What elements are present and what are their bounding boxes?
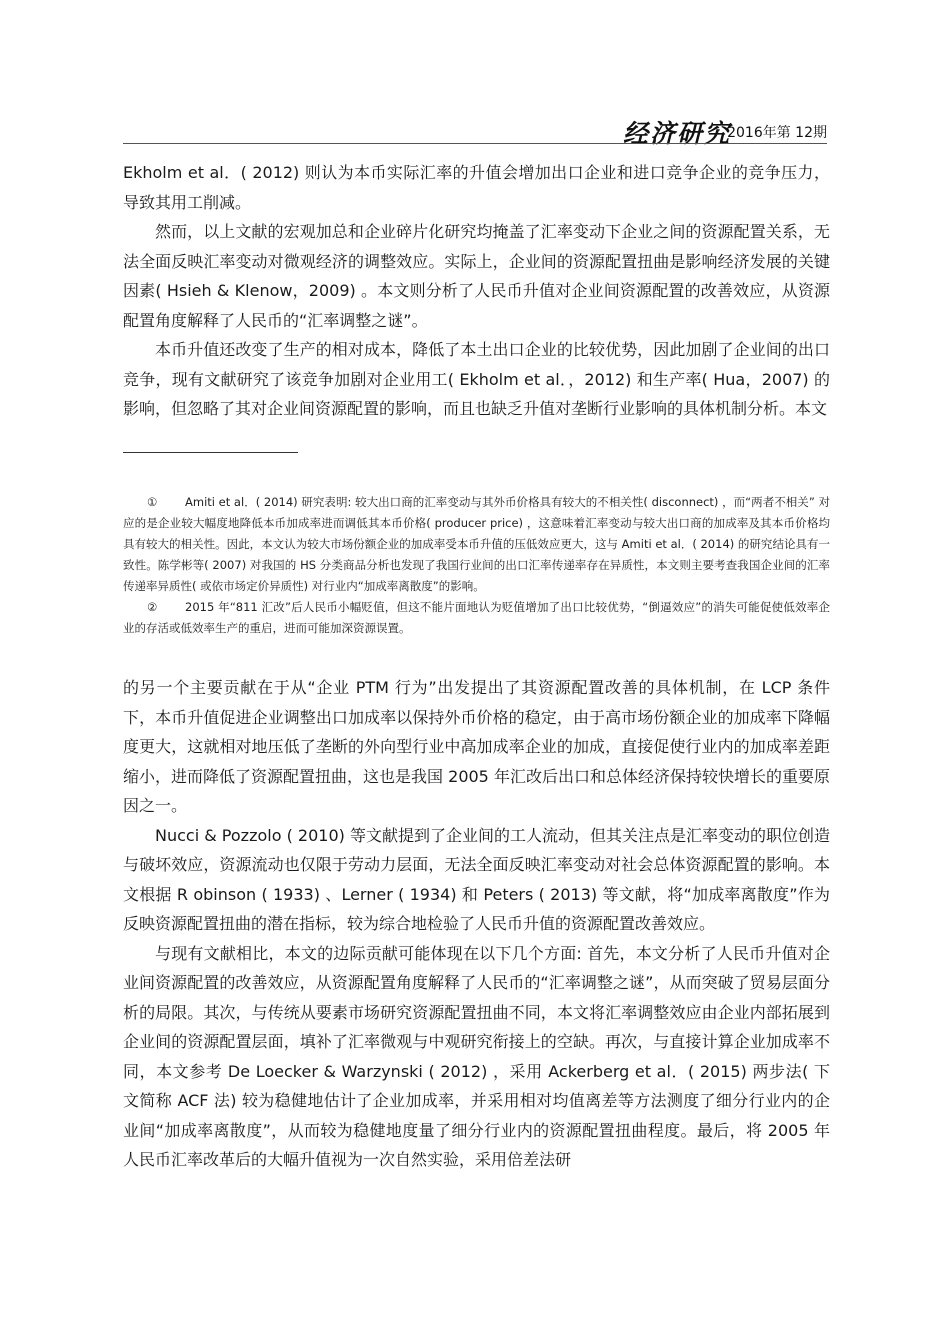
paragraph: 本币升值还改变了生产的相对成本，降低了本土出口企业的比较优势，因此加剧了企业间的出口竞争，现有文献研究了该竞争加剧对企业用工( Ekholm et al．，2012) 和生产率( Hua，2007) 的影响，但忽略了其对企业间资源配置的影响，而且也缺乏升值对垄断行业影响的具体机制分析。本文 [123, 340, 830, 418]
paragraph: 与现有文献相比，本文的边际贡献可能体现在以下几个方面: 首先，本文分析了人民币升值对企业间资源配置的改善效应，从资源配置角度解释了人民币的“汇率调整之谜”，从而突破了贸易层面分析的局限。其次，与传统从要素市场研究资源配置扭曲不同，本文将汇率调整效应由企业内部拓展到企业间的资源配置层面，填补了汇率微观与中观研究衔接上的空缺。再次，与直接计算企业加成率不同，本文参考 De Loecker & Warzynski ( 2012) ，采用 Ackerberg et al．( 2015) 两步法( 下文简称 ACF 法) 较为稳健地估计了企业加成率，并采用相对均值离差等方法测度了细分行业内的企业间“加成率离散度”，从而较为稳健地度量了细分行业内的资源配置扭曲程度。最后，将 2005 年人民币汇率改革后的大幅升值视为一次自然实验，采用倍差法研 [123, 943, 830, 1169]
body-text-top [123, 158, 830, 424]
footnote [123, 597, 830, 639]
footnote [123, 492, 830, 597]
journal-logo: 经济研究 [622, 119, 731, 148]
footnote-text: Amiti et al．( 2014) 研究表明: 较大出口商的汇率变动与其外币价格具有较大的不相关性( disconnect) ，而“两者不相关” 对应的是企业较大幅度地降低本币加成率进而调低其本币价格( producer price) ，这意味着汇率变动与较大出口商的加成率及其本币价格均具有较大的相关性。因此，本文认为较大市场份额企业的加成率受本币升值的压低效应更大，这与 Amiti et al．( 2014) 的研究结论具有一致性。陈学彬等( 2007) 对我国的 HS 分类商品分析也发现了我国行业间的出口汇率传递率存在异质性，本文则主要考查我国企业间的汇率传递率异质性( 或依市场定价异质性) 对行业内“加成率离散度”的影响。 [123, 495, 830, 593]
page-header [123, 112, 827, 148]
paragraph: Ekholm et al．( 2012) 则认为本币实际汇率的升值会增加出口企业和进口竞争企业的竞争压力，导致其用工削减。 [123, 163, 830, 212]
footnote-mark: ① [147, 495, 158, 509]
paragraph: 的另一个主要贡献在于从“企业 PTM 行为”出发提出了其资源配置改善的具体机制，在 LCP 条件下，本币升值促进企业调整出口加成率以保持外币价格的稳定，由于高市场份额企业的加成率下降幅度更大，这就相对地压低了垄断的外向型行业中高加成率企业的加成，直接促使行业内的加成率差距缩小，进而降低了资源配置扭曲，这也是我国 2005 年汇改后出口和总体经济保持较快增长的重要原因之一。 [123, 678, 830, 815]
paragraph: Nucci & Pozzolo ( 2010) 等文献提到了企业间的工人流动，但其关注点是汇率变动的职位创造与破坏效应，资源流动也仅限于劳动力层面，无法全面反映汇率变动对社会总体资源配置的影响。本文根据 R obinson ( 1933) 、Lerner ( 1934) 和 Peters ( 2013) 等文献，将“加成率离散度”作为反映资源配置扭曲的潜在指标，较为综合地检验了人民币升值的资源配置改善效应。 [123, 825, 830, 933]
footnote-mark: ② [147, 600, 158, 614]
footnote-divider [123, 452, 298, 453]
header-divider [123, 143, 827, 144]
body-text-bottom [123, 673, 830, 1175]
footnotes [123, 492, 830, 639]
issue-label: 2016年第 12期 [727, 125, 827, 141]
paragraph: 然而，以上文献的宏观加总和企业碎片化研究均掩盖了汇率变动下企业之间的资源配置关系，无法全面反映汇率变动对微观经济的调整效应。实际上，企业间的资源配置扭曲是影响经济发展的关键因素( Hsieh & Klenow，2009) 。本文则分析了人民币升值对企业间资源配置的改善效应，从资源配置角度解释了人民币的“汇率调整之谜”。 [123, 222, 830, 330]
footnote-text: 2015 年“811 汇改”后人民币小幅贬值，但这不能片面地认为贬值增加了出口比较优势，“倒逼效应”的消失可能促使低效率企业的存活或低效率生产的重启，进而可能加深资源误置。 [123, 600, 830, 635]
